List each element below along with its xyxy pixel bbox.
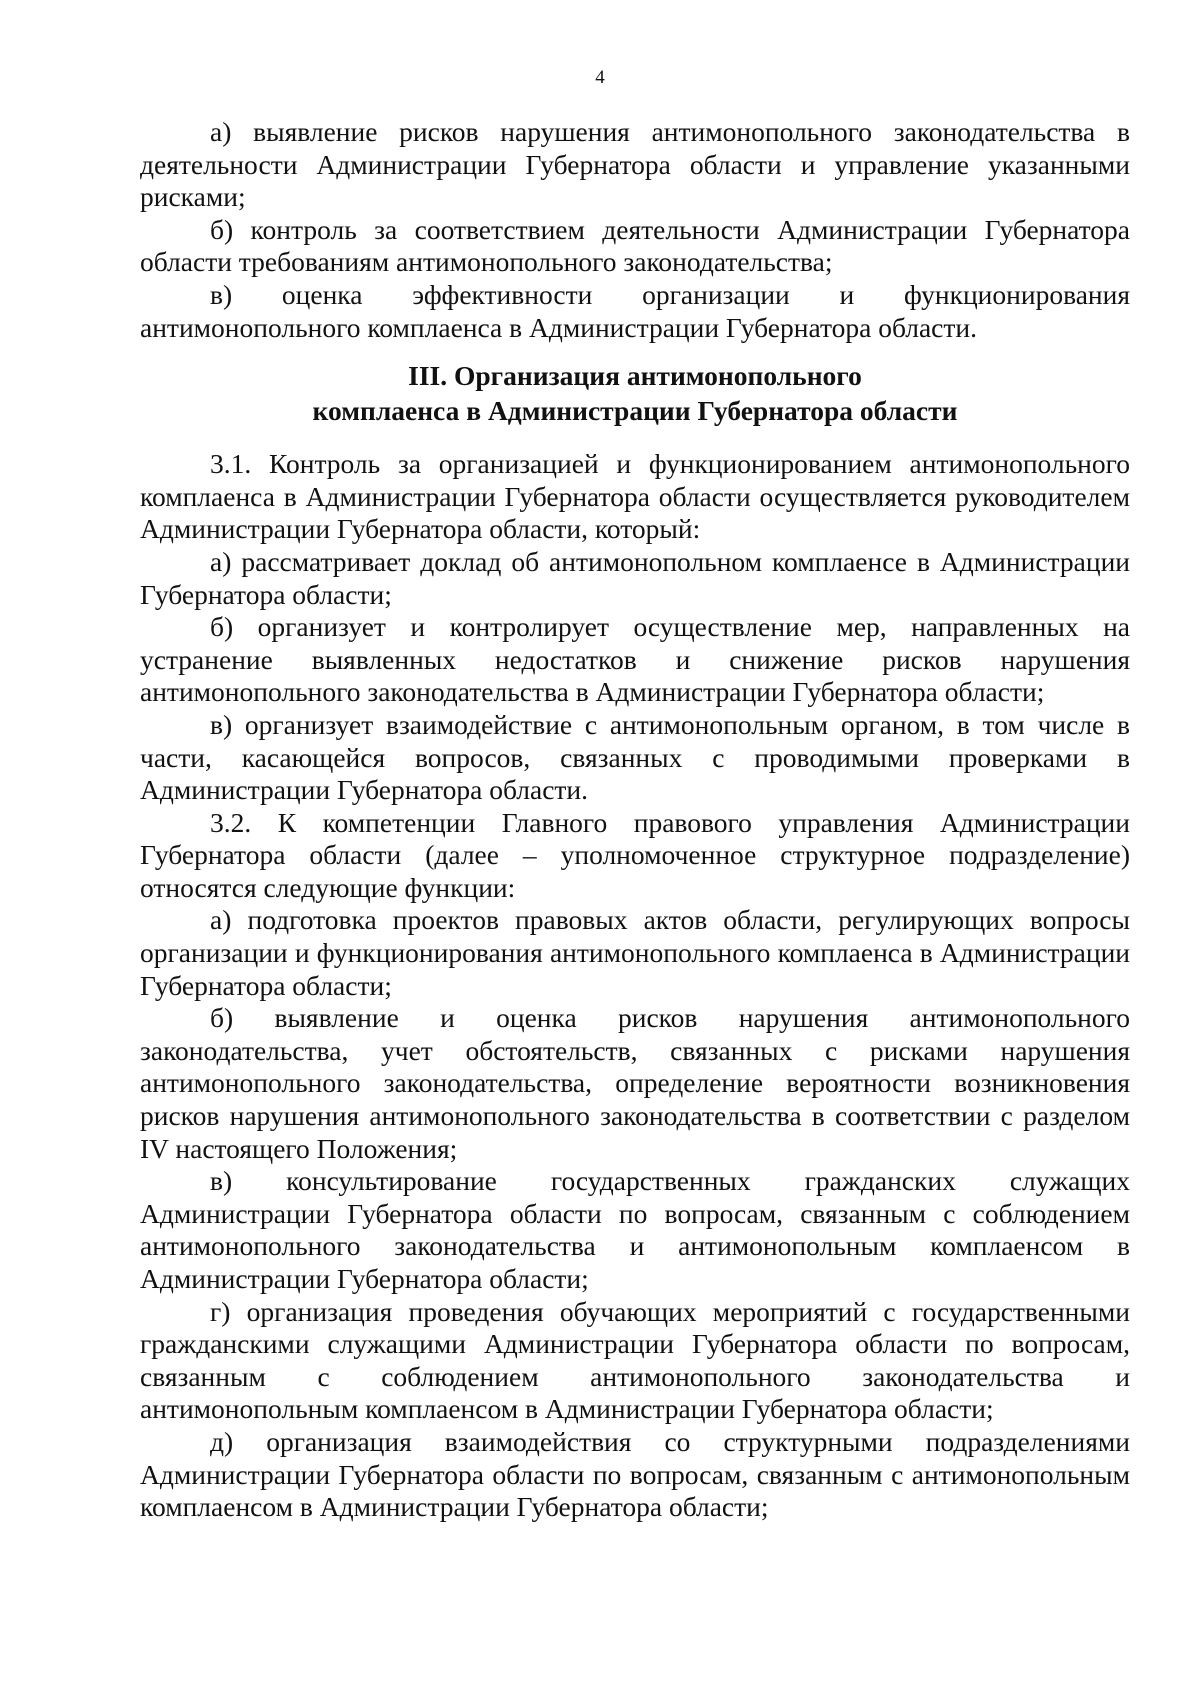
page-number: 4 [595,67,605,88]
paragraph-3-2-g: г) организация проведения обучающих мероприятий с государственными гражданскими служащими Администрации Губернатора области по вопросам, связанным с соблюдением антимонопольного законодательства и антимонопольным комплаенсом в Администрации Губернатора области; [140,1295,1130,1425]
document-body [140,116,1130,1524]
paragraph-item-v: в) оценка эффективности организации и функционирования антимонопольного комплаенса в Администрации Губернатора области. [140,278,1130,343]
section-heading-line-1: III. Организация антимонопольного [408,360,862,392]
paragraph-3-2-a: а) подготовка проектов правовых актов области, регулирующих вопросы организации и функционирования антимонопольного комплаенса в Администрации Губернатора области; [140,904,1130,1001]
paragraph-3-1-a: а) рассматривает доклад об антимонопольном комплаенсе в Администрации Губернатора области; [140,545,1130,610]
paragraph-3-1-b: б) организует и контролирует осуществление мер, направленных на устранение выявленных недостатков и снижение рисков нарушения антимонопольного законодательства в Администрации Губернатора области; [140,611,1130,708]
paragraph-3-1: 3.1. Контроль за организацией и функционированием антимонопольного комплаенса в Администрации Губернатора области осуществляется руководителем Администрации Губернатора области, который: [140,448,1130,545]
paragraph-item-a: а) выявление рисков нарушения антимонопольного законодательства в деятельности Администрации Губернатора области и управление указанными рисками; [140,116,1130,213]
section-heading [140,358,1130,428]
paragraph-3-2-b: б) выявление и оценка рисков нарушения антимонопольного законодательства, учет обстоятельств, связанных с рисками нарушения антимонопольного законодательства, определение вероятности возникновения рисков нарушения антимонопольного законодательства в соответствии с разделом IV настоящего Положения; [140,1002,1130,1164]
section-heading-line-2: комплаенса в Администрации Губернатора области [312,395,958,427]
paragraph-3-2-v: в) консультирование государственных гражданских служащих Администрации Губернатора области по вопросам, связанным с соблюдением антимонопольного законодательства и антимонопольным комплаенсом в Администрации Губернатора области; [140,1165,1130,1294]
paragraph-3-2: 3.2. К компетенции Главного правового управления Администрации Губернатора области (далее – уполномоченное структурное подразделение) относятся следующие функции: [140,806,1130,903]
paragraph-item-b: б) контроль за соответствием деятельности Администрации Губернатора области требованиям антимонопольного законодательства; [140,213,1130,278]
paragraph-3-2-d: д) организация взаимодействия со структурными подразделениями Администрации Губернатора области по вопросам, связанным с антимонопольным комплаенсом в Администрации Губернатора области; [140,1425,1130,1523]
paragraph-3-1-v: в) организует взаимодействие с антимонопольным органом, в том числе в части, касающейся вопросов, связанных с проводимыми проверками в Администрации Губернатора области. [140,708,1130,806]
